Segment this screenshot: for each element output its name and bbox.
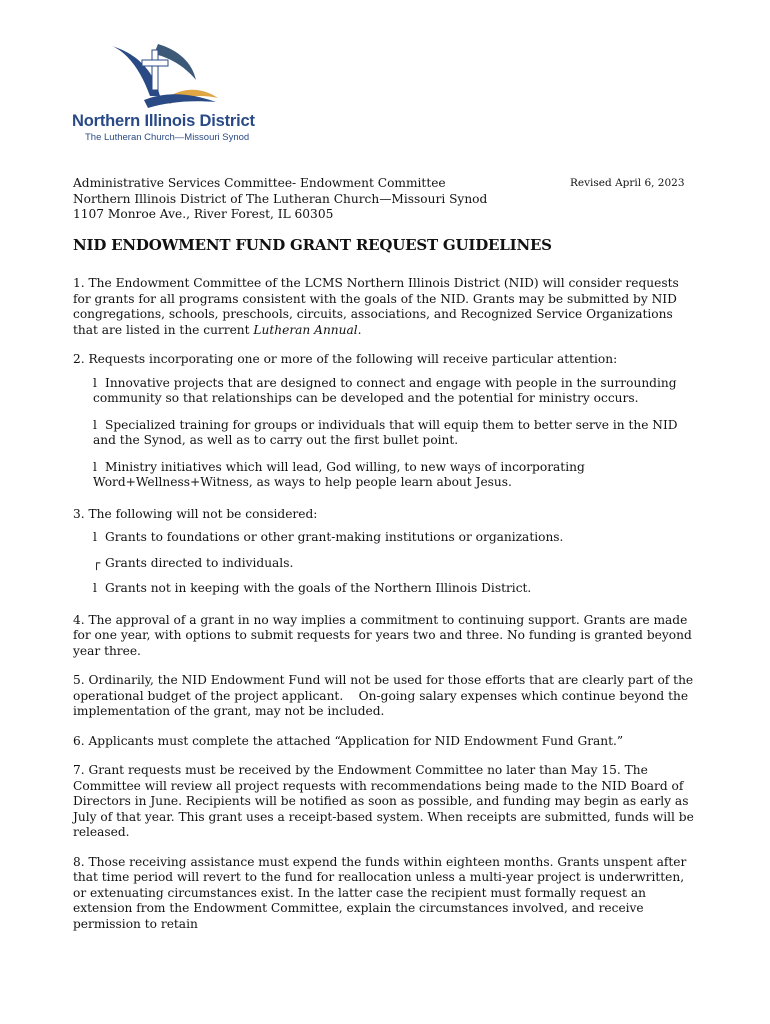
- org-subtitle: The Lutheran Church—Missouri Synod: [85, 132, 250, 143]
- bullet-item: [93, 376, 699, 407]
- guidelines-body: [73, 276, 699, 946]
- bullet-mark: l: [93, 530, 97, 544]
- bullet-item: [93, 530, 699, 546]
- bullet-item: [93, 418, 699, 449]
- district-logo: [72, 40, 272, 143]
- committee-address-block: [73, 176, 487, 223]
- bullet-text: Specialized training for groups or individuals that will equip them to better serve in the NID and the Synod, as well as to carry out the first bullet point.: [93, 417, 678, 447]
- bullet-text: Grants not in keeping with the goals of the Northern Illinois District.: [105, 581, 532, 595]
- bullet-item: [93, 460, 699, 491]
- guideline-1: [73, 276, 699, 338]
- bullet-text: Ministry initiatives which will lead, God willing, to new ways of incorporating Word+Wellness+Witness, as ways to help people learn about Jesus.: [93, 459, 585, 489]
- guideline-1-text: 1. The Endowment Committee of the LCMS Northern Illinois District (NID) will consider requests for grants for all programs consistent with the goals of the NID. Grants may be submitted by NID congregations, schools, preschools, circuits, associations, and Recognized Service Organizations that are listed in the current: [73, 276, 679, 337]
- bullet-mark: l: [93, 417, 97, 432]
- bullet-text: Grants to foundations or other grant-making institutions or organizations.: [105, 530, 564, 544]
- bullet-mark: l: [93, 459, 97, 474]
- guideline-2: 2. Requests incorporating one or more of the following will receive particular attention:: [73, 352, 618, 366]
- bullet-text: Innovative projects that are designed to connect and engage with people in the surrounding community so that relationships can be developed and the potential for ministry occurs.: [93, 375, 677, 405]
- guideline-8: 8. Those receiving assistance must expend the funds within eighteen months. Grants unspent after that time period will revert to the fund for reallocation unless a multi-year project is underwritten, or extenuating circumstances exist. In the latter case the recipient must formally request an extension from the Endowment Committee, explain the circumstances involved, and receive permission to retain: [73, 854, 687, 931]
- guideline-6: 6. Applicants must complete the attached “Application for NID Endowment Fund Grant.”: [73, 733, 624, 748]
- bullet-text: Grants directed to individuals.: [105, 555, 294, 570]
- bullet-mark: ┌: [93, 555, 101, 570]
- lutheran-annual-title: Lutheran Annual: [253, 322, 358, 337]
- header-line-address: 1107 Monroe Ave., River Forest, IL 60305: [73, 207, 334, 221]
- bullet-mark: l: [93, 581, 97, 595]
- guideline-3: 3. The following will not be considered:: [73, 506, 318, 521]
- document-title: NID ENDOWMENT FUND GRANT REQUEST GUIDELINES: [73, 236, 552, 254]
- header-line-committee: Administrative Services Committee- Endowment Committee: [73, 176, 446, 190]
- bullet-mark: l: [93, 375, 97, 390]
- header-line-district: Northern Illinois District of The Lutheran Church—Missouri Synod: [73, 191, 488, 206]
- guideline-1-end: .: [357, 322, 362, 337]
- org-name: Northern Illinois District: [72, 112, 255, 130]
- bullet-item: [93, 556, 699, 572]
- bullet-item: [93, 581, 699, 597]
- guideline-7: 7. Grant requests must be received by the Endowment Committee no later than May 15. The Committee will review all project requests with recommendations being made to the NID Board of Directors in June. Recipients will be notified as soon as possible, and funding may begin as early as July of that year. This grant uses a receipt-based system. When receipts are submitted, funds will be released.: [73, 763, 694, 839]
- guideline-5: 5. Ordinarily, the NID Endowment Fund will not be used for those efforts that are clearly part of the operational budget of the project applicant. On-going salary expenses which continue beyond the implementation of the grant, may not be included.: [73, 673, 698, 718]
- revised-date: Revised April 6, 2023: [570, 177, 685, 189]
- guideline-4: 4. The approval of a grant in no way implies a commitment to continuing support. Grants are made for one year, with options to submit requests for years two and three. No funding is granted beyond year three.: [73, 612, 692, 658]
- cross-wave-logo-icon: [108, 40, 220, 112]
